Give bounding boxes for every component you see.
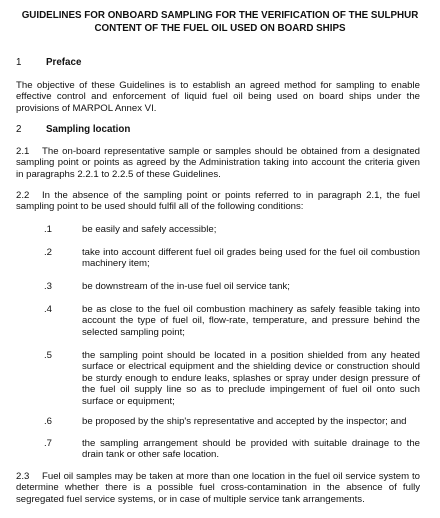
paragraph-text: The on-board representative sample or samples should be obtained from a designated sampling point or points as agreed by the Administration taking into account the criteria given in paragraphs 2.2.1 to 2.2.5 of these Guidelines. [16, 146, 420, 180]
condition-text: the sampling arrangement should be provided with suitable drainage to the drain tank or other safe location. [82, 438, 420, 461]
paragraph-text: Fuel oil samples may be taken at more than one location in the fuel oil service system to determine whether there is a possible fuel cross-contamination in the absence of fully segregated fuel service systems, or in case of multiple service tank arrangements. [16, 471, 420, 505]
condition-text: be downstream of the in-use fuel oil service tank; [82, 281, 290, 292]
condition-text: be easily and safely accessible; [82, 224, 217, 235]
condition-number: .1 [44, 224, 53, 235]
condition-item [44, 304, 420, 338]
condition-item [44, 224, 420, 235]
condition-item [44, 247, 420, 270]
section-title: Sampling location [46, 124, 131, 135]
section-title: Preface [46, 57, 82, 68]
condition-number: .4 [44, 304, 53, 315]
section-heading-preface [16, 57, 81, 69]
paragraph-2-1 [16, 146, 420, 180]
condition-number: .3 [44, 281, 53, 292]
section-heading-sampling-location [16, 124, 130, 136]
condition-number: .5 [44, 350, 53, 361]
condition-text: be as close to the fuel oil combustion machinery as safely feasible taking into account the type of fuel oil, flow-rate, temperature, and pressure behind the selected sampling point; [82, 304, 420, 338]
condition-text: be proposed by the ship's representative and accepted by the inspector; and [82, 416, 407, 427]
condition-number: .7 [44, 438, 53, 449]
condition-number: .2 [44, 247, 53, 258]
paragraph-number: 2.1 [16, 146, 30, 157]
paragraph-objective: The objective of these Guidelines is to establish an agreed method for sampling to enable effective control and enforcement of liquid fuel oil being used on board ships under the provisions of MARPOL Annex VI. [16, 80, 420, 114]
paragraph-text: In the absence of the sampling point or points referred to in paragraph 2.1, the fuel sampling point to be used should fulfil all of the following conditions: [16, 190, 420, 213]
document-title: GUIDELINES FOR ONBOARD SAMPLING FOR THE VERIFICATION OF THE SULPHUR CONTENT OF THE FUEL OIL USED ON BOARD SHIPS [21, 10, 419, 34]
paragraph-2-3 [16, 471, 420, 505]
section-number: 1 [16, 57, 22, 68]
paragraph-number: 2.2 [16, 190, 30, 201]
condition-number: .6 [44, 416, 53, 427]
condition-item [44, 438, 420, 461]
paragraph-2-2 [16, 190, 420, 213]
condition-item [44, 281, 420, 292]
condition-item [44, 350, 420, 407]
condition-text: take into account different fuel oil grades being used for the fuel oil combustion machinery item; [82, 247, 420, 270]
paragraph-number: 2.3 [16, 471, 30, 482]
section-number: 2 [16, 124, 22, 135]
condition-item [44, 416, 420, 427]
condition-text: the sampling point should be located in a position shielded from any heated surface or electrical equipment and the shielding device or construction should be sturdy enough to endure leaks, splashes or spray under design pressure of the fuel oil supply line so as to preclude impingement of fuel oil onto such surface or equipment; [82, 350, 420, 407]
